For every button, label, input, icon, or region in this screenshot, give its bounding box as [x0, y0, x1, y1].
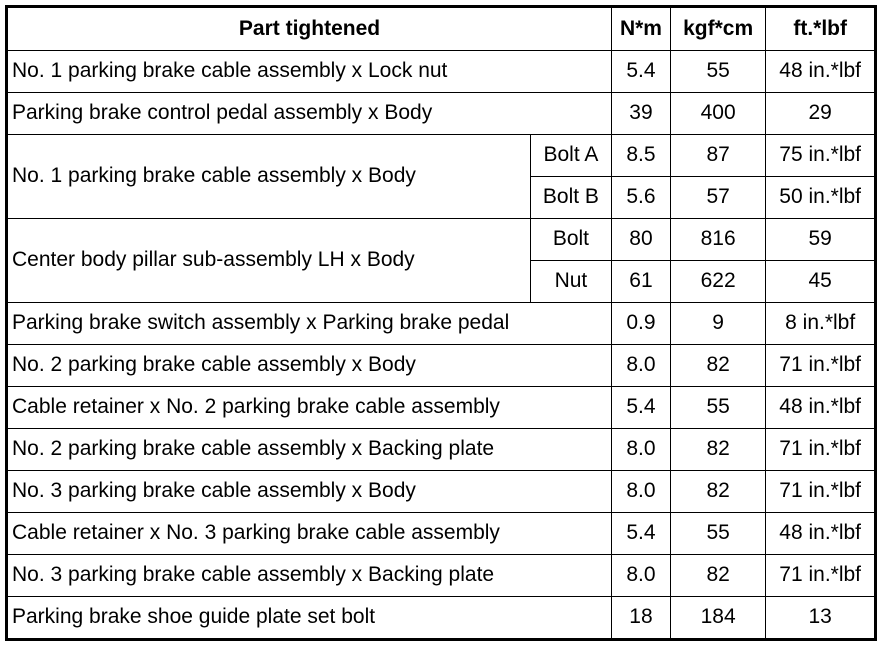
kgf-cell: 400 — [670, 92, 765, 134]
part-cell: No. 3 parking brake cable assembly x Backing plate — [7, 554, 612, 596]
header-part-tightened: Part tightened — [7, 7, 612, 51]
table-row — [7, 596, 876, 639]
ft-cell: 71 in.*lbf — [766, 554, 876, 596]
kgf-cell: 184 — [670, 596, 765, 639]
table-row — [7, 51, 876, 93]
table-row — [7, 218, 876, 260]
kgf-cell: 87 — [670, 134, 765, 176]
part-cell: No. 2 parking brake cable assembly x Body — [7, 344, 612, 386]
sub-label-cell: Bolt B — [530, 176, 611, 218]
kgf-cell: 816 — [670, 218, 765, 260]
nm-cell: 5.4 — [612, 512, 671, 554]
nm-cell: 8.5 — [612, 134, 671, 176]
ft-cell: 75 in.*lbf — [766, 134, 876, 176]
kgf-cell: 55 — [670, 386, 765, 428]
ft-cell: 45 — [766, 260, 876, 302]
part-cell: No. 3 parking brake cable assembly x Body — [7, 470, 612, 512]
kgf-cell: 57 — [670, 176, 765, 218]
nm-cell: 80 — [612, 218, 671, 260]
ft-cell: 48 in.*lbf — [766, 51, 876, 93]
nm-cell: 8.0 — [612, 344, 671, 386]
nm-cell: 8.0 — [612, 428, 671, 470]
kgf-cell: 82 — [670, 554, 765, 596]
sub-label-cell: Nut — [530, 260, 611, 302]
part-cell: Parking brake switch assembly x Parking brake pedal — [7, 302, 612, 344]
table-row — [7, 554, 876, 596]
ft-cell: 8 in.*lbf — [766, 302, 876, 344]
ft-cell: 48 in.*lbf — [766, 386, 876, 428]
ft-cell: 71 in.*lbf — [766, 470, 876, 512]
table-row — [7, 344, 876, 386]
part-cell: Parking brake control pedal assembly x Body — [7, 92, 612, 134]
kgf-cell: 82 — [670, 428, 765, 470]
part-cell: Cable retainer x No. 3 parking brake cable assembly — [7, 512, 612, 554]
ft-cell: 71 in.*lbf — [766, 344, 876, 386]
header-ft-lbf: ft.*lbf — [766, 7, 876, 51]
part-cell: Center body pillar sub-assembly LH x Body — [7, 218, 531, 302]
table-row — [7, 428, 876, 470]
part-cell: Parking brake shoe guide plate set bolt — [7, 596, 612, 639]
nm-cell: 0.9 — [612, 302, 671, 344]
sub-label-cell: Bolt — [530, 218, 611, 260]
table-row — [7, 512, 876, 554]
ft-cell: 29 — [766, 92, 876, 134]
table-row — [7, 302, 876, 344]
part-cell: Cable retainer x No. 2 parking brake cable assembly — [7, 386, 612, 428]
nm-cell: 5.4 — [612, 51, 671, 93]
nm-cell: 5.4 — [612, 386, 671, 428]
table-row — [7, 134, 876, 176]
nm-cell: 61 — [612, 260, 671, 302]
table-row — [7, 470, 876, 512]
table-row — [7, 386, 876, 428]
part-cell: No. 1 parking brake cable assembly x Lock nut — [7, 51, 612, 93]
header-nm: N*m — [612, 7, 671, 51]
ft-cell: 48 in.*lbf — [766, 512, 876, 554]
nm-cell: 8.0 — [612, 554, 671, 596]
part-cell: No. 2 parking brake cable assembly x Backing plate — [7, 428, 612, 470]
header-kgf-cm: kgf*cm — [670, 7, 765, 51]
kgf-cell: 82 — [670, 344, 765, 386]
nm-cell: 8.0 — [612, 470, 671, 512]
kgf-cell: 9 — [670, 302, 765, 344]
ft-cell: 13 — [766, 596, 876, 639]
header-row — [7, 7, 876, 51]
kgf-cell: 82 — [670, 470, 765, 512]
table-row — [7, 92, 876, 134]
kgf-cell: 55 — [670, 512, 765, 554]
part-cell: No. 1 parking brake cable assembly x Body — [7, 134, 531, 218]
kgf-cell: 55 — [670, 51, 765, 93]
ft-cell: 50 in.*lbf — [766, 176, 876, 218]
sub-label-cell: Bolt A — [530, 134, 611, 176]
nm-cell: 39 — [612, 92, 671, 134]
ft-cell: 71 in.*lbf — [766, 428, 876, 470]
nm-cell: 5.6 — [612, 176, 671, 218]
ft-cell: 59 — [766, 218, 876, 260]
torque-spec-table — [5, 5, 877, 641]
nm-cell: 18 — [612, 596, 671, 639]
kgf-cell: 622 — [670, 260, 765, 302]
